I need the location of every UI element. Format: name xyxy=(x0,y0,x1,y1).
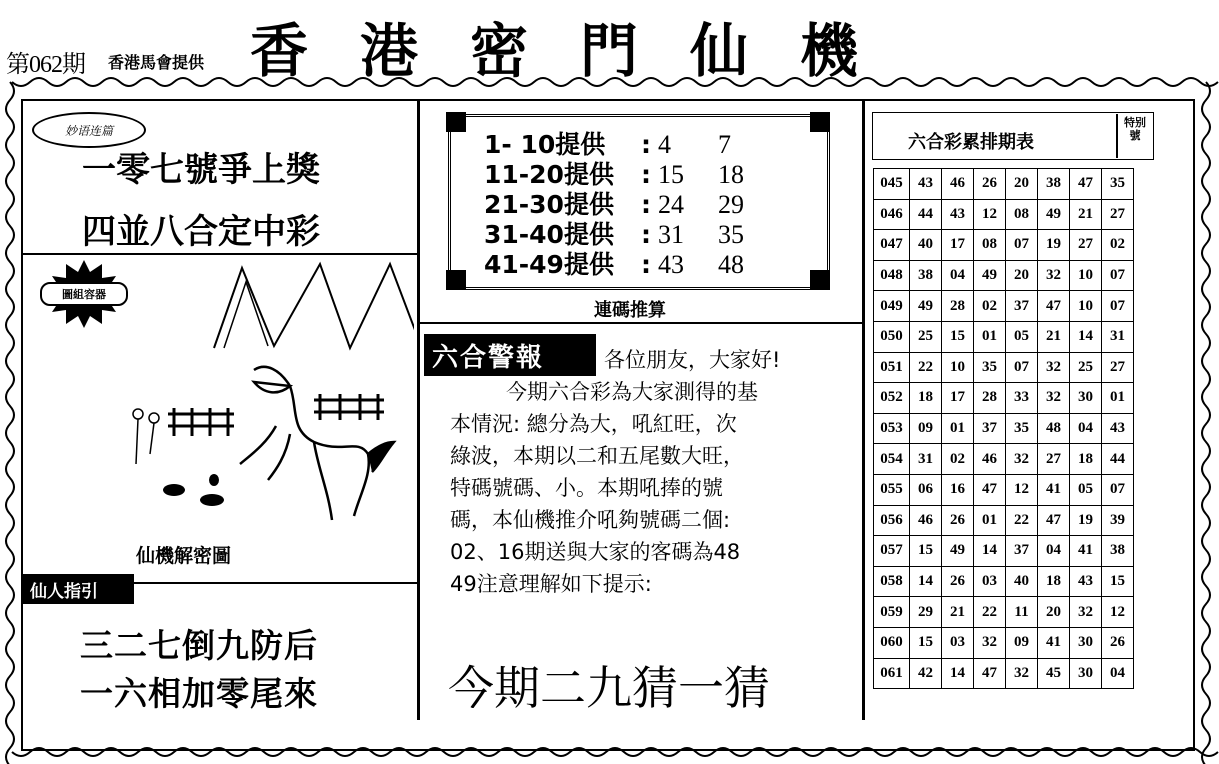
range-row: 21-30提供 : 24 29 xyxy=(484,190,744,219)
alarm-line: 49注意理解如下提示: xyxy=(450,572,652,596)
number-cell: 47 xyxy=(1038,291,1070,322)
table-row xyxy=(874,413,1134,444)
special-number-cell: 27 xyxy=(1102,199,1134,230)
period-cell: 060 xyxy=(874,627,910,658)
number-cell: 49 xyxy=(974,260,1006,291)
number-cell: 21 xyxy=(1038,321,1070,352)
number-cell: 17 xyxy=(942,383,974,414)
period-cell: 049 xyxy=(874,291,910,322)
alarm-line: 綠波，本期以二和五尾數大旺， xyxy=(450,444,744,468)
number-cell: 20 xyxy=(1038,597,1070,628)
alarm-line: 各位朋友，大家好! xyxy=(604,348,781,372)
number-cell: 03 xyxy=(974,566,1006,597)
number-cell: 12 xyxy=(1006,474,1038,505)
number-cell: 44 xyxy=(910,199,942,230)
special-number-cell: 43 xyxy=(1102,413,1134,444)
horse-icon xyxy=(240,367,394,520)
number-cell: 31 xyxy=(910,444,942,475)
period-cell: 046 xyxy=(874,199,910,230)
issue-number: 第062期 xyxy=(6,52,85,78)
number-cell: 22 xyxy=(974,597,1006,628)
table-row xyxy=(874,597,1134,628)
number-cell: 14 xyxy=(974,536,1006,567)
number-cell: 12 xyxy=(974,199,1006,230)
fence-right-icon xyxy=(314,394,384,420)
special-number-cell: 07 xyxy=(1102,474,1134,505)
number-cell: 43 xyxy=(1070,566,1102,597)
special-number-cell: 39 xyxy=(1102,505,1134,536)
table-row xyxy=(874,536,1134,567)
range-row: 31-40提供 : 31 35 xyxy=(484,220,744,249)
number-cell: 09 xyxy=(1006,627,1038,658)
provider-label: 香港馬會提供 xyxy=(108,53,205,72)
riddle-badge: 妙语连篇 xyxy=(32,112,146,148)
special-number-cell: 27 xyxy=(1102,352,1134,383)
table-row xyxy=(874,291,1134,322)
number-cell: 35 xyxy=(1006,413,1038,444)
number-cell: 05 xyxy=(1006,321,1038,352)
number-cell: 20 xyxy=(1006,260,1038,291)
special-number-cell: 07 xyxy=(1102,291,1134,322)
number-cell: 18 xyxy=(1038,566,1070,597)
period-cell: 047 xyxy=(874,230,910,261)
number-cell: 35 xyxy=(974,352,1006,383)
number-cell: 41 xyxy=(1038,474,1070,505)
number-cell: 26 xyxy=(974,169,1006,200)
number-cell: 30 xyxy=(1070,627,1102,658)
period-cell: 059 xyxy=(874,597,910,628)
number-cell: 47 xyxy=(1070,169,1102,200)
table-row xyxy=(874,474,1134,505)
number-cell: 16 xyxy=(942,474,974,505)
number-cell: 45 xyxy=(1038,658,1070,689)
alarm-line: 02、16期送與大家的客碼為48 xyxy=(450,540,741,564)
mountains-icon xyxy=(214,264,414,348)
number-cell: 32 xyxy=(1006,658,1038,689)
table-row xyxy=(874,352,1134,383)
period-cell: 058 xyxy=(874,566,910,597)
special-number-cell: 12 xyxy=(1102,597,1134,628)
alarm-line: 本情況: 總分為大，吼紅旺，次 xyxy=(450,412,737,436)
guide-line-2: 一六相加零尾來 xyxy=(80,674,318,713)
number-cell: 14 xyxy=(910,566,942,597)
guide-line-1: 三二七倒九防后 xyxy=(80,626,318,665)
history-table xyxy=(873,168,1134,689)
number-cell: 26 xyxy=(942,505,974,536)
table-row xyxy=(874,566,1134,597)
number-cell: 04 xyxy=(1070,413,1102,444)
range-row: 41-49提供 : 43 48 xyxy=(484,250,744,279)
burst-label: 圖組容器 xyxy=(40,282,128,306)
divider-left xyxy=(417,100,420,720)
number-cell: 43 xyxy=(910,169,942,200)
period-cell: 051 xyxy=(874,352,910,383)
corner-ornament-icon xyxy=(446,112,466,132)
special-number-cell: 04 xyxy=(1102,658,1134,689)
number-cell: 32 xyxy=(1038,260,1070,291)
table-row xyxy=(874,627,1134,658)
number-cell: 22 xyxy=(1006,505,1038,536)
picture-caption: 仙機解密圖 xyxy=(136,545,232,567)
riddle-line-2: 四並八合定中彩 xyxy=(82,212,320,252)
period-cell: 045 xyxy=(874,169,910,200)
number-cell: 48 xyxy=(1038,413,1070,444)
number-cell: 08 xyxy=(974,230,1006,261)
number-cell: 09 xyxy=(910,413,942,444)
number-cell: 21 xyxy=(1070,199,1102,230)
period-cell: 048 xyxy=(874,260,910,291)
special-number-cell: 31 xyxy=(1102,321,1134,352)
number-cell: 30 xyxy=(1070,658,1102,689)
divider-riddle xyxy=(22,253,417,255)
number-cell: 47 xyxy=(974,474,1006,505)
range-row: 1- 10提供 : 4 7 xyxy=(484,130,731,159)
number-cell: 21 xyxy=(942,597,974,628)
number-cell: 01 xyxy=(974,321,1006,352)
number-cell: 10 xyxy=(1070,291,1102,322)
table-row xyxy=(874,321,1134,352)
number-cell: 40 xyxy=(910,230,942,261)
table-row xyxy=(874,383,1134,414)
number-cell: 10 xyxy=(1070,260,1102,291)
number-cell: 37 xyxy=(1006,536,1038,567)
rocks-icon xyxy=(163,474,224,506)
special-number-cell: 07 xyxy=(1102,260,1134,291)
number-cell: 02 xyxy=(974,291,1006,322)
period-cell: 053 xyxy=(874,413,910,444)
number-cell: 18 xyxy=(1070,444,1102,475)
number-cell: 49 xyxy=(1038,199,1070,230)
number-cell: 01 xyxy=(942,413,974,444)
table-row xyxy=(874,658,1134,689)
number-cell: 02 xyxy=(942,444,974,475)
number-cell: 17 xyxy=(942,230,974,261)
corner-ornament-icon xyxy=(810,112,830,132)
special-number-label: 特别號 xyxy=(1124,116,1146,142)
number-cell: 18 xyxy=(910,383,942,414)
alarm-tag: 六合警報 xyxy=(424,334,596,376)
number-cell: 11 xyxy=(1006,597,1038,628)
number-cell: 19 xyxy=(1038,230,1070,261)
number-cell: 49 xyxy=(942,536,974,567)
number-cell: 46 xyxy=(910,505,942,536)
number-cell: 04 xyxy=(942,260,974,291)
number-cell: 25 xyxy=(910,321,942,352)
period-cell: 055 xyxy=(874,474,910,505)
period-cell: 057 xyxy=(874,536,910,567)
number-cell: 19 xyxy=(1070,505,1102,536)
special-number-cell: 38 xyxy=(1102,536,1134,567)
ranges-list xyxy=(484,130,758,280)
riddle-line-1: 一零七號爭上獎 xyxy=(82,150,320,190)
period-cell: 061 xyxy=(874,658,910,689)
number-cell: 06 xyxy=(910,474,942,505)
period-cell: 056 xyxy=(874,505,910,536)
number-cell: 37 xyxy=(974,413,1006,444)
number-cell: 29 xyxy=(910,597,942,628)
flower-icon xyxy=(133,409,159,464)
number-cell: 30 xyxy=(1070,383,1102,414)
number-cell: 49 xyxy=(910,291,942,322)
table-row xyxy=(874,260,1134,291)
number-cell: 20 xyxy=(1006,169,1038,200)
special-number-cell: 01 xyxy=(1102,383,1134,414)
number-cell: 27 xyxy=(1038,444,1070,475)
number-cell: 15 xyxy=(910,536,942,567)
number-cell: 32 xyxy=(1038,383,1070,414)
fence-left-icon xyxy=(168,408,234,436)
number-cell: 14 xyxy=(942,658,974,689)
special-number-cell: 44 xyxy=(1102,444,1134,475)
number-cell: 32 xyxy=(974,627,1006,658)
number-cell: 22 xyxy=(910,352,942,383)
number-cell: 47 xyxy=(1038,505,1070,536)
number-cell: 15 xyxy=(942,321,974,352)
number-cell: 46 xyxy=(974,444,1006,475)
number-cell: 28 xyxy=(942,291,974,322)
number-cell: 40 xyxy=(1006,566,1038,597)
number-cell: 42 xyxy=(910,658,942,689)
number-cell: 08 xyxy=(1006,199,1038,230)
corner-ornament-icon xyxy=(446,270,466,290)
number-cell: 05 xyxy=(1070,474,1102,505)
guide-tag: 仙人指引 xyxy=(22,574,134,604)
number-cell: 37 xyxy=(1006,291,1038,322)
number-cell: 27 xyxy=(1070,230,1102,261)
range-row: 11-20提供 : 15 18 xyxy=(484,160,744,189)
number-cell: 15 xyxy=(910,627,942,658)
number-cell: 41 xyxy=(1038,627,1070,658)
table-row xyxy=(874,444,1134,475)
number-cell: 46 xyxy=(942,169,974,200)
divider-right xyxy=(862,100,865,720)
history-header-divider xyxy=(1116,114,1118,158)
special-number-cell: 26 xyxy=(1102,627,1134,658)
number-cell: 28 xyxy=(974,383,1006,414)
alarm-line: 特碼號碼、小。本期吼捧的號 xyxy=(450,476,723,500)
number-cell: 38 xyxy=(910,260,942,291)
period-cell: 050 xyxy=(874,321,910,352)
number-cell: 01 xyxy=(974,505,1006,536)
number-cell: 33 xyxy=(1006,383,1038,414)
alarm-line: 今期六合彩為大家測得的基 xyxy=(506,380,758,404)
page-title: 香港密門仙機 xyxy=(250,17,911,85)
number-cell: 32 xyxy=(1070,597,1102,628)
number-cell: 41 xyxy=(1070,536,1102,567)
number-cell: 07 xyxy=(1006,230,1038,261)
table-row xyxy=(874,169,1134,200)
history-title: 六合彩累排期表 xyxy=(908,132,1034,153)
number-cell: 32 xyxy=(1006,444,1038,475)
special-number-cell: 02 xyxy=(1102,230,1134,261)
alarm-line: 碼，本仙機推介吼夠號碼二個: xyxy=(450,508,731,532)
number-cell: 25 xyxy=(1070,352,1102,383)
table-row xyxy=(874,505,1134,536)
number-cell: 38 xyxy=(1038,169,1070,200)
number-cell: 43 xyxy=(942,199,974,230)
divider-guide xyxy=(134,582,417,584)
table-row xyxy=(874,199,1134,230)
number-cell: 32 xyxy=(1038,352,1070,383)
number-cell: 03 xyxy=(942,627,974,658)
number-cell: 26 xyxy=(942,566,974,597)
special-number-cell: 15 xyxy=(1102,566,1134,597)
number-cell: 47 xyxy=(974,658,1006,689)
special-number-cell: 35 xyxy=(1102,169,1134,200)
period-cell: 054 xyxy=(874,444,910,475)
corner-ornament-icon xyxy=(810,270,830,290)
number-cell: 10 xyxy=(942,352,974,383)
ranges-caption: 連碼推算 xyxy=(594,300,666,321)
guess-line: 今期二九猜一猜 xyxy=(448,661,770,715)
number-cell: 07 xyxy=(1006,352,1038,383)
table-row xyxy=(874,230,1134,261)
divider-ranges xyxy=(420,322,862,324)
number-cell: 14 xyxy=(1070,321,1102,352)
number-cell: 04 xyxy=(1038,536,1070,567)
period-cell: 052 xyxy=(874,383,910,414)
